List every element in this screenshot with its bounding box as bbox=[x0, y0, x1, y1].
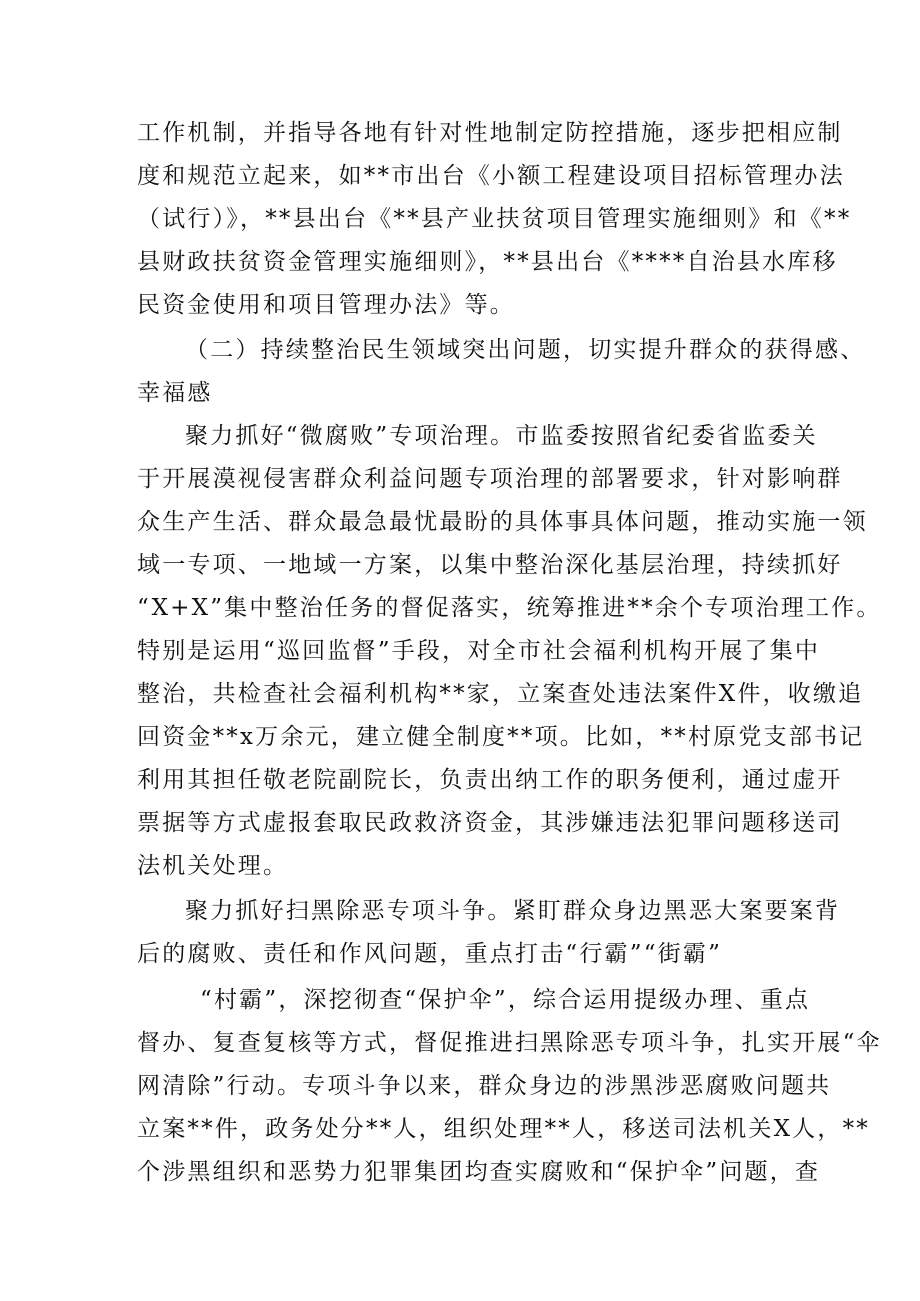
text-line: 民资金使用和项目管理办法》等。 bbox=[137, 292, 515, 318]
text-line: 县财政扶贫资金管理实施细则》，**县出台《****自治县水库移 bbox=[137, 249, 838, 275]
text-line: 于开展漠视侵害群众利益问题专项治理的部署要求，针对影响群 bbox=[137, 466, 843, 492]
text-line: 督办、复查复核等方式，督促推进扫黑除恶专项斗争，扎实开展“伞 bbox=[137, 1030, 882, 1056]
paragraph-first-line: 聚力抓好“微腐败”专项治理。市监委按照省纪委省监委关 bbox=[185, 423, 818, 449]
text-line: 众生产生活、群众最急最忧最盼的具体事具体问题，推动实施一领 bbox=[137, 509, 868, 535]
text-line: 工作机制，并指导各地有针对性地制定防控措施，逐步把相应制 bbox=[137, 120, 843, 146]
text-line: 法机关处理。 bbox=[137, 853, 289, 879]
text-line: 回资金**x万余元，建立健全制度**项。比如，**村原党支部书记 bbox=[137, 724, 865, 750]
text-line: （试行）》，**县出台《**县产业扶贫项目管理实施细则》和《** bbox=[137, 206, 852, 232]
text-line: 利用其担任敬老院副院长，负责出纳工作的职务便利，通过虚开 bbox=[137, 767, 843, 793]
section-heading-line: （二）持续整治民生领域突出问题，切实提升群众的获得感、 bbox=[185, 337, 866, 363]
text-line: 特别是运用“巡回监督”手段，对全市社会福利机构开展了集中 bbox=[137, 638, 821, 664]
text-line: 个涉黑组织和恶势力犯罪集团均查实腐败和“保护伞”问题，查 bbox=[137, 1159, 821, 1185]
paragraph-first-line: 聚力抓好扫黑除恶专项斗争。紧盯群众身边黑恶大案要案背 bbox=[185, 898, 841, 924]
section-heading-line: 幸福感 bbox=[137, 380, 213, 406]
text-line: “X+X”集中整治任务的督促落实，统筹推进**余个专项治理工作。 bbox=[137, 595, 882, 621]
text-line: 后的腐败、责任和作风问题，重点打击“行霸”“街霸” bbox=[137, 941, 723, 967]
text-line: 立案**件，政务处分**人，组织处理**人，移送司法机关X人，** bbox=[137, 1116, 870, 1142]
text-line: 网清除”行动。专项斗争以来，群众身边的涉黑涉恶腐败问题共 bbox=[137, 1073, 832, 1099]
text-line: 票据等方式虚报套取民政救济资金，其涉嫌违法犯罪问题移送司 bbox=[137, 810, 843, 836]
text-line: 域一专项、一地域一方案，以集中整治深化基层治理，持续抓好 bbox=[137, 552, 843, 578]
text-line: 整治，共检查社会福利机构**家，立案查处违法案件X件，收缴追 bbox=[137, 681, 864, 707]
text-line: 度和规范立起来，如**市出台《小额工程建设项目招标管理办法 bbox=[137, 163, 845, 189]
text-line: “村霸”，深挖彻查“保护伞”，综合运用提级办理、重点 bbox=[200, 987, 811, 1013]
